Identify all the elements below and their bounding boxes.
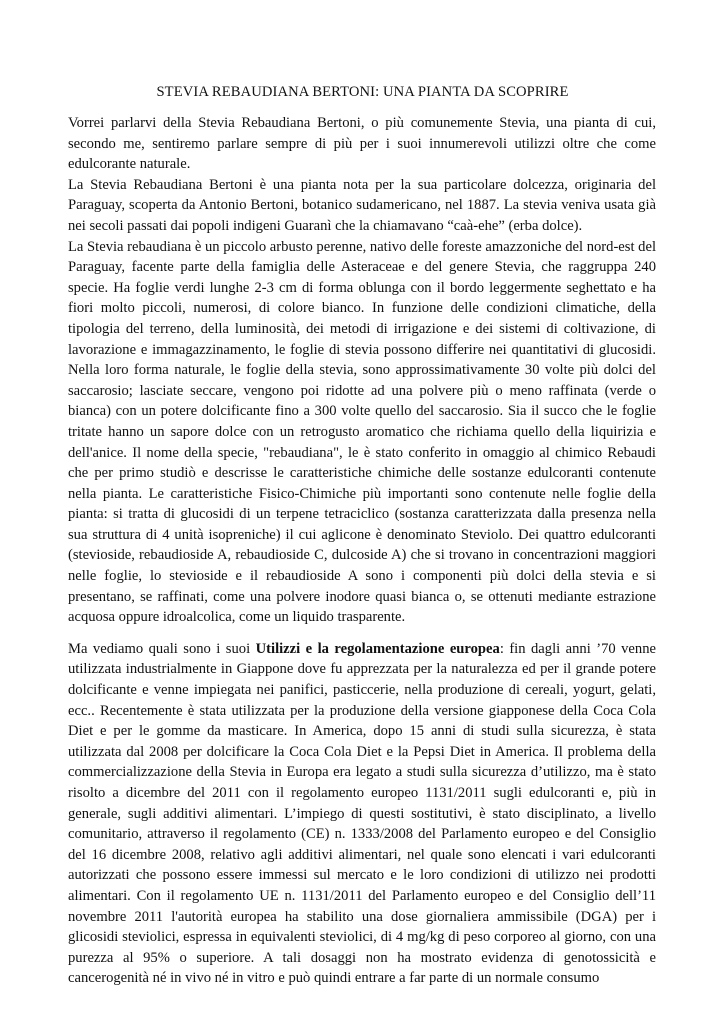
document-title: STEVIA REBAUDIANA BERTONI: UNA PIANTA DA SCOPRIRE — [156, 84, 569, 100]
paragraph-description: La Stevia rebaudiana è un piccolo arbusto perenne, nativo delle foreste amazzoniche del nord-est del Paraguay, facente parte della famiglia delle Asteraceae e del genere Stevia, che raggruppa 240 specie. Ha foglie verdi lunghe 2-3 cm di forma oblunga con il bordo leggermente seghettato e ha fiori molto piccoli, numerosi, di colore bianco. In funzione delle condizioni climatiche, della tipologia del terreno, della luminosità, dei metodi di irrigazione e dei sistemi di coltivazione, di lavorazione e immagazzinamento, le foglie di stevia possono differire nei quantitativi di glucosidi. Nella loro forma naturale, le foglie della stevia, sono approssimativamente 30 volte più dolci del saccarosio; lasciate seccare, vengono poi ridotte ad una polvere più o meno raffinata (verde o bianca) con un potere dolcificante fino a 300 volte quello del saccarosio. Sia il succo che le foglie tritate hanno un sapore dolce con un retrogusto aromatico che richiama quello della liquirizia e dell'anice. Il nome della specie, "rebaudiana", le è stato conferito in omaggio al chimico Rebaudi che per primo studiò e descrisse le caratteristiche chimiche delle sostanze edulcoranti contenute nella pianta. Le caratteristiche Fisico-Chimiche più importanti sono contenute nelle foglie della pianta: si tratta di glucosidi di un terpene tetraciclico (sostanza caratterizzata dalla presenza nella sua struttura di 4 unità isopreniche) il cui aglicone è denominato Steviolo. Dei quattro edulcoranti (stevioside, rebaudioside A, rebaudioside C, dulcoside A) che si trovano in concentrazioni maggiori nelle foglie, lo stevioside e il rebaudioside A sono i componenti più dolci della stevia e si presentano, se raffinati, come una polvere inodore quasi bianca o, se ottenuti mediante estrazione acquosa oppure idroalcolica, come un liquido trasparente. — [68, 238, 656, 626]
paragraph-regulation — [68, 639, 656, 989]
regulation-intro: Ma vediamo quali sono i suoi — [68, 640, 256, 657]
regulation-text: : fin dagli anni ’70 venne utilizzata industrialmente in Giappone dove fu apprezzata per la naturalezza ed per il grande potere dolcificante e venne impiegata nei panifici, pasticcerie, nella produzione di cereali, yogurt, gelati, ecc.. Recentemente è stata utilizzata per la produzione della versione giapponese della Coca Cola Diet e per le gomme da masticare. In America, dopo 15 anni di studi sulla sicurezza, è stata utilizzata dal 2008 per dolcificare la Coca Cola Diet e la Pepsi Diet in America. Il problema della commercializzazione della Stevia in Europa era legato a studi sulla sicurezza d’utilizzo, ma è stato risolto a dicembre del 2011 con il regolamento europeo 1131/2011 sugli edulcoranti e, più in generale, sugli additivi alimentari. L’impiego di questi sostitutivi, è stato disciplinato, a livello comunitario, attraverso il regolamento (CE) n. 1333/2008 del Parlamento europeo e del Consiglio del 16 dicembre 2008, relativo agli additivi alimentari, nel quale sono elencati i vari edulcoranti autorizzati che possono essere immessi sul mercato e le loro condizioni di utilizzo nei prodotti alimentari. Con il regolamento UE n. 1131/2011 del Parlamento europeo e del Consiglio dell’11 novembre 2011 l'autorità europea ha stabilito una dose giornaliera ammissibile (DGA) per i glicosidi steviolici, espressa in equivalenti steviolici, di 4 mg/kg di peso corporeo al giorno, con una purezza al 95% o superiore. A tali dosaggi non ha mostrato evidenza di genotossicità e cancerogenità né in vivo né in vitro e può quindi entrare a far parte di un normale consumo — [68, 640, 656, 987]
paragraph-origin: La Stevia Rebaudiana Bertoni è una pianta nota per la sua particolare dolcezza, originaria del Paraguay, scoperta da Antonio Bertoni, botanico sudamericano, nel 1887. La stevia veniva usata già nei secoli passati dai popoli indigeni Guaranì che la chiamavano “caà-ehe” (erba dolce). — [68, 176, 656, 234]
document-body — [68, 113, 656, 989]
paragraph-intro: Vorrei parlarvi della Stevia Rebaudiana Bertoni, o più comunemente Stevia, una pianta di cui, secondo me, sentiremo parlare sempre di più per i suoi innumerevoli utilizzi oltre che come edulcorante naturale. — [68, 115, 656, 173]
regulation-heading: Utilizzi e la regolamentazione europea — [255, 640, 500, 657]
